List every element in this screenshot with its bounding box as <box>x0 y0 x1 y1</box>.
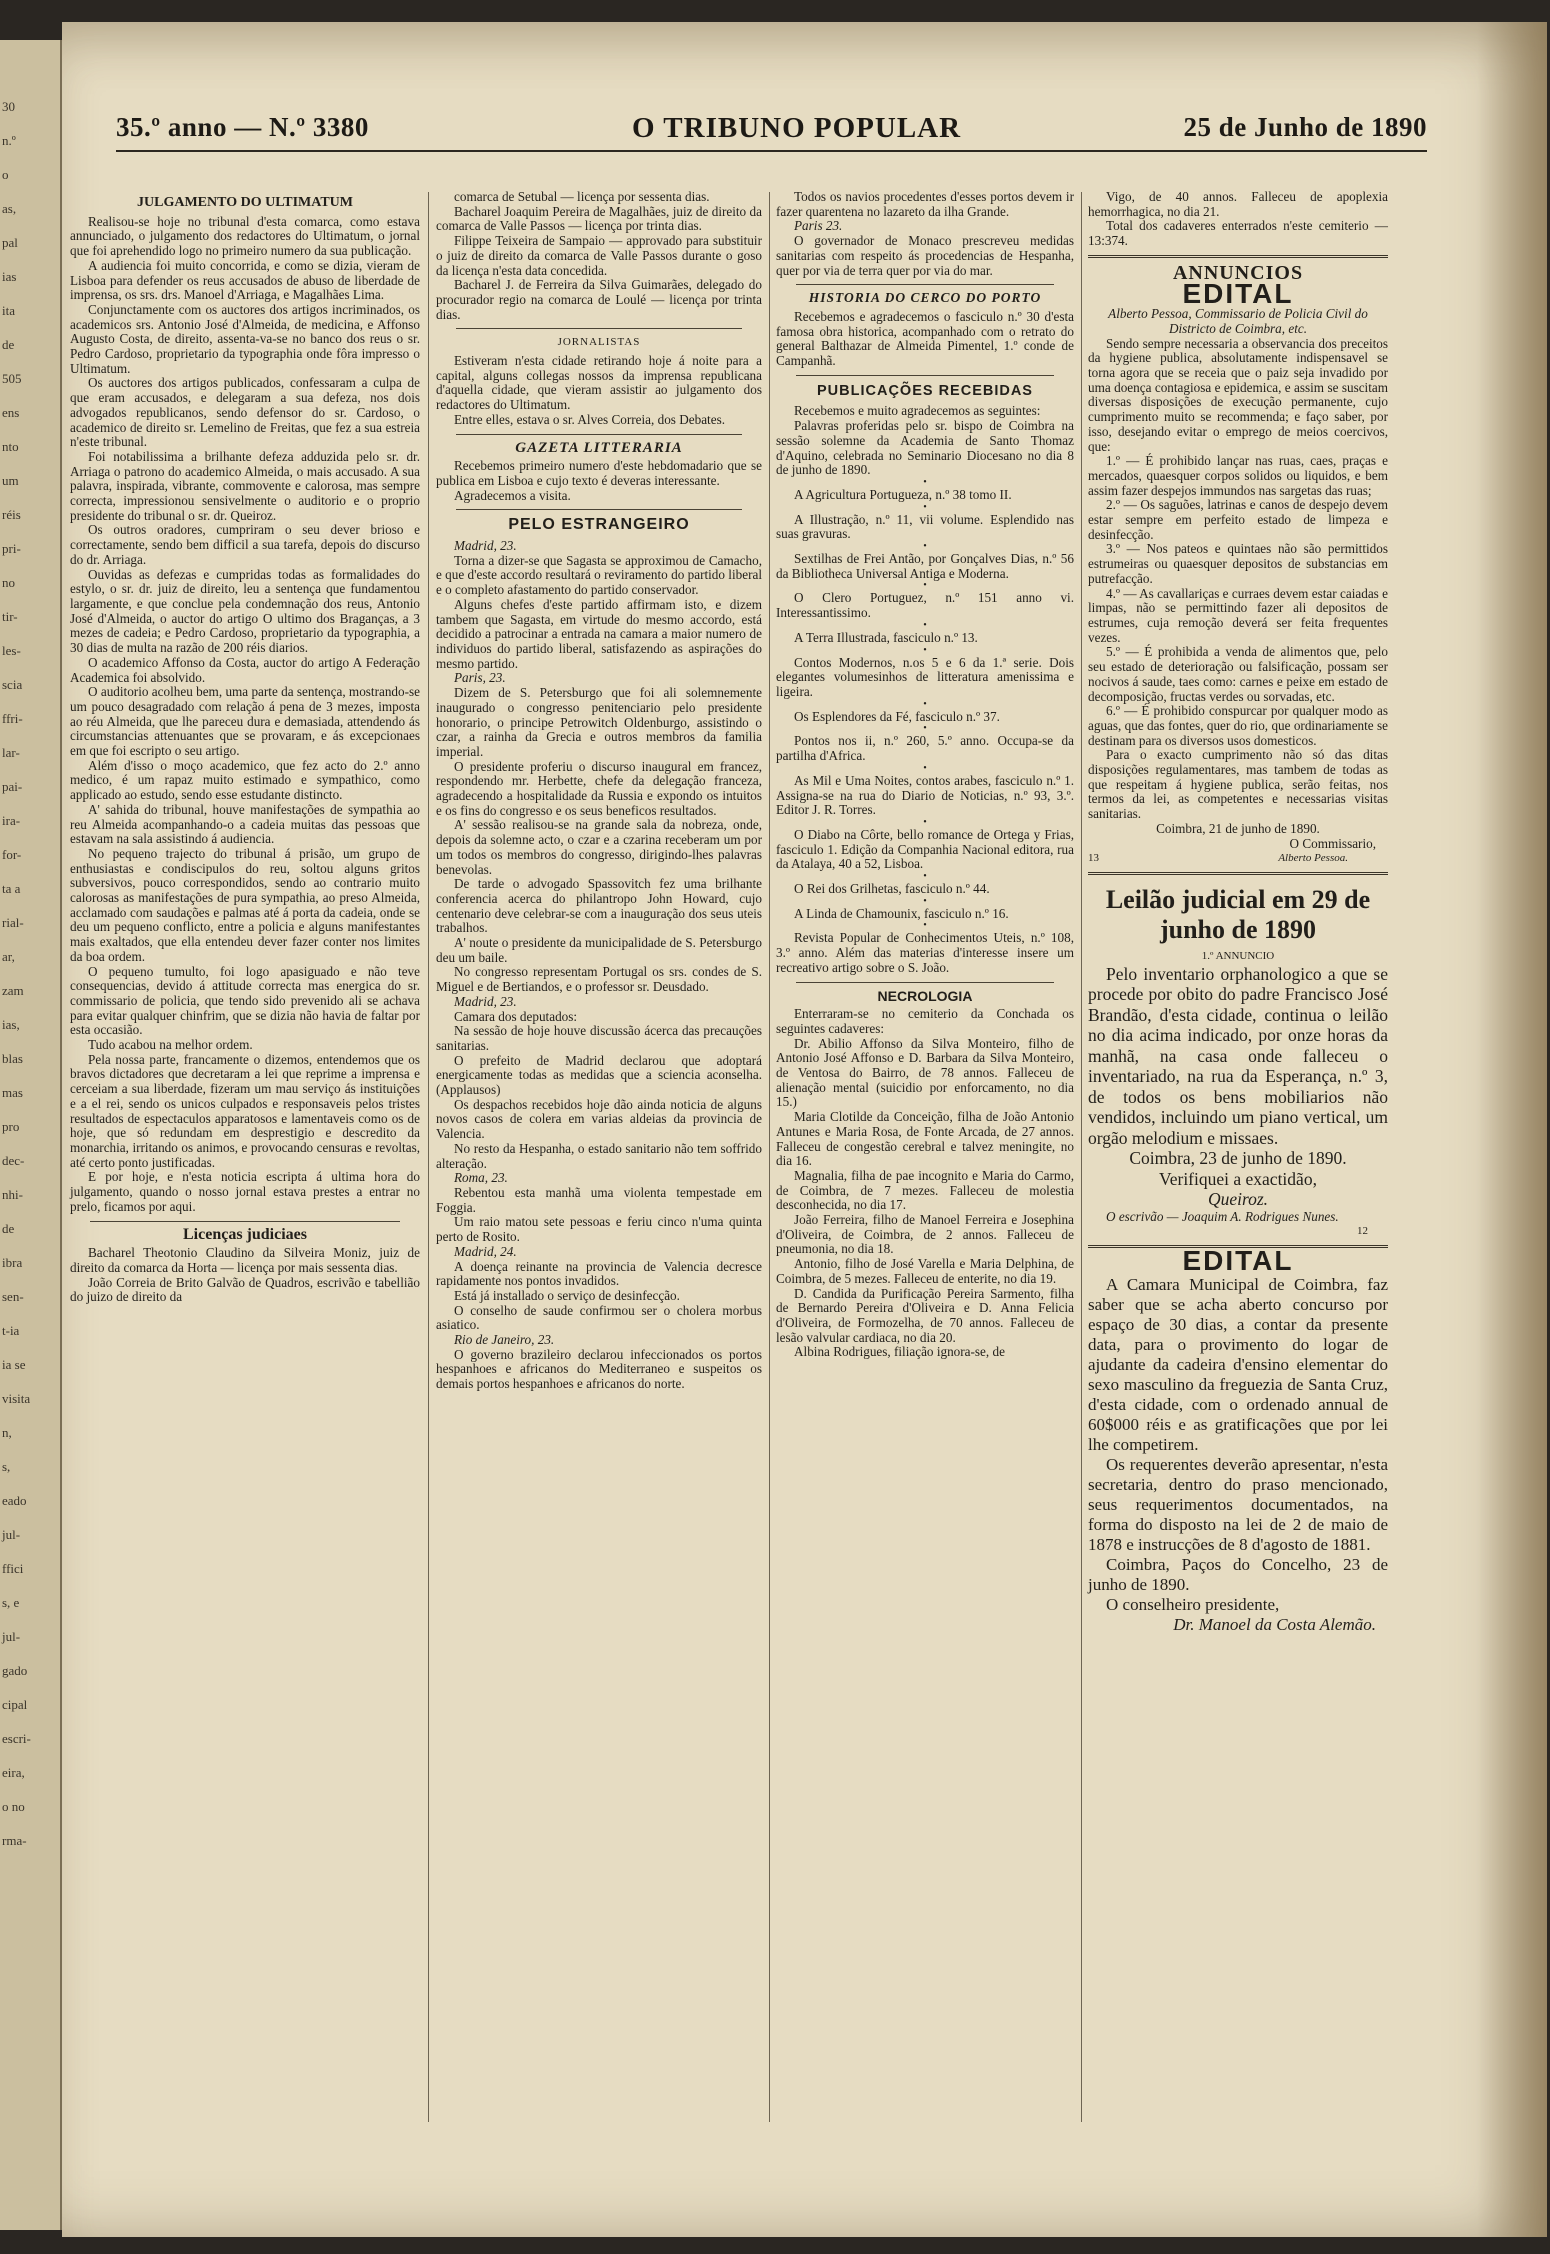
necrology-item: João Ferreira, filho de Manoel Ferreira e Josephina d'Oliveira, de Coimbra, de 2 annos. Falleceu de pneumonia, no dia 18. <box>776 1212 1074 1257</box>
rio-continued <box>776 190 1074 219</box>
licencas-article <box>70 1246 420 1305</box>
paragraph: A audiencia foi muito concorrida, e como se dizia, vieram de Lisboa para defender os reus accusados de abuso de liberdade de imprensa, os srs. drs. Manoel d'Arriaga, e Magalhães Lima. <box>70 257 420 303</box>
paragraph: O presidente proferiu o discurso inaugural em francez, respondendo mr. Herbette, chefe da delegação franceza, agradecendo a hospitalidade da Russia e expondo os intuitos e os fins do congresso e os seus beneficos resultados. <box>436 758 762 818</box>
prev-page-fragment: s, e <box>2 1595 20 1610</box>
paragraph: Vigo, de 40 annos. Falleceu de apoplexia hemorrhagica, no dia 21. <box>1088 189 1388 219</box>
paragraph: comarca de Setubal — licença por sessenta dias. <box>454 189 710 204</box>
newspaper-sheet <box>62 22 1547 2237</box>
paragraph: O governo brazileiro declarou infeccionados os portos hespanhoes e africanos do Mediterraneo e suspeitos os demais portos hespanhoes e africanos do norte. <box>436 1346 762 1392</box>
paragraph: Filippe Teixeira de Sampaio — approvado para substituir o juiz de direito da comarca de Valle Passos durante o goso da licença n'esta data concedida. <box>436 233 762 278</box>
paragraph: Sendo sempre necessaria a observancia dos preceitos da hygiene publica, absolutamente indispensavel se torna agora que se receia que o paiz seja invadido por uma doença contagiosa e epidemica, e assim se suscitam diversas disposições de execução permanente, cujo cumprimento muito se recommenda; e faço saber, por isso, desejando evitar o emprego de meios coercivos, que: <box>1088 335 1388 454</box>
heading-edital: EDITAL <box>1182 277 1294 309</box>
paragraph: Foi notabilissima a brilhante defeza adduzida pelo sr. dr. Arriaga o patrono do academico Almeida, o mais accusado. A sua palavra, inspirada, vibrante, commovente e calorosa, mas sempre correcta, impressionou sensivelmente o auditorio e o proprio presidente do tribunal o sr. dr. Queiroz. <box>70 448 420 523</box>
prev-page-fragment: eira, <box>2 1765 25 1780</box>
separator-dot: • <box>923 476 927 488</box>
prev-page-fragment: de <box>2 1221 15 1236</box>
column-1 <box>70 190 420 1305</box>
column-rule <box>1081 192 1082 2122</box>
paragraph: Todos os navios procedentes d'esses portos devem ir fazer quarentena no lazareto da ilha Grande. <box>776 189 1074 219</box>
paragraph: Camara dos deputados: <box>454 1008 578 1024</box>
necrology-list <box>776 1037 1074 1360</box>
paragraph: 3.º — Nos pateos e quintaes não são permittidos estrumeiras ou quaesquer depositos de substancias em putrefacção. <box>1088 541 1388 586</box>
paragraph: A' noute o presidente da municipalidade de S. Petersburgo deu um baile. <box>436 935 762 965</box>
separator-dot: • <box>923 619 927 631</box>
publication-item: Contos Modernos, n.os 5 e 6 da 1.ª serie. Dois elegantes volumesinhos de litteratura amenissima e ligeira. <box>776 654 1074 699</box>
necrology-item: Magnalia, filha de pae incognito e Maria do Carmo, de Coimbra, de 7 mezes. Falleceu de molestia desconhecida, no dia 17. <box>776 1167 1074 1213</box>
prev-page-fragment: mas <box>2 1085 23 1100</box>
prev-page-fragment: s, <box>2 1459 11 1474</box>
prev-page-fragment: n, <box>2 1425 12 1440</box>
heading-necrologia: NECROLOGIA <box>877 987 973 1004</box>
heading-edital-2: EDITAL <box>1182 1245 1294 1277</box>
column-3 <box>776 190 1074 1360</box>
prev-page-fragment: pri- <box>2 541 21 556</box>
prev-page-fragment: eado <box>2 1493 27 1508</box>
divider <box>1088 872 1388 875</box>
previous-page-edge <box>0 40 62 2230</box>
separator-dot: • <box>923 762 927 774</box>
paragraph: Os auctores dos artigos publicados, confessaram a culpa de que eram accusados, e delegaram a sua defeza, nos dois advogados republicanos, sendo defensor do sr. Cardoso, o academico de direito sr. Lemelino de Freitas, que fez a sua estreia n'este tribunal. <box>70 375 420 450</box>
divider <box>90 1221 400 1222</box>
dateline: Rio de Janeiro, 23. <box>454 1332 555 1348</box>
prev-page-fragment: pro <box>2 1119 20 1134</box>
paragraph: O prefeito de Madrid declarou que adoptará energicamente todas as medidas que a sciencia aconselha. (Applausos) <box>436 1052 762 1098</box>
paragraph: Os outros oradores, cumpriram o seu dever brioso e correctamente, sendo bem difficil a sua tarefa, depois do discurso do dr. Arriaga. <box>70 522 420 567</box>
divider <box>1088 255 1388 258</box>
masthead-title: O TRIBUNO POPULAR <box>632 112 962 144</box>
prev-page-fragment: ens <box>2 405 20 420</box>
prev-page-fragment: les- <box>2 643 21 658</box>
foreign-news <box>436 539 762 1392</box>
paragraph: Bacharel J. de Ferreira da Silva Guimarães, delegado do procurador regio na comarca de Loulé — licença por trinta dias. <box>436 277 762 322</box>
leilao-subheading: 1.º ANNUNCIO <box>1201 949 1275 962</box>
edital-issuer: Alberto Pessoa, Commissario de Policia Civil do Districto de Coimbra, etc. <box>1108 306 1368 336</box>
paragraph: Ouvidas as defezas e cumpridas todas as formalidades do estylo, o sr. dr. juiz de direito, leu a sentença que fundamentou largamente, e que conclue pela condemnação dos reus, Antonio José d'Almeida, o auctor do artigo O ultimo dos Braganças, a 3 mezes de cadeia; e Pedro Cardoso, proprietario da typographia, a 30 dias de multa na razão de 200 réis diarios. <box>70 566 420 656</box>
publication-item: O Diabo na Côrte, bello romance de Ortega y Frias, fasciculo 1. Edição da Companhia Nacional editora, rua da Atalaya, 40 a 52, Lisboa. <box>776 826 1074 872</box>
separator-dot: • <box>923 723 927 735</box>
ad-number: 13 <box>1088 852 1099 865</box>
paragraph: 2.º — Os saguões, latrinas e canos de despejo devem estar sempre em perfeito estado de limpeza e desinfecção. <box>1088 497 1388 542</box>
paragraph: A' sahida do tribunal, houve manifestações de sympathia ao reu Almeida acompanhando-o a cadeia muitas das pessoas que estavam na sala assistindo á audiencia. <box>70 801 420 847</box>
paragraph: Bacharel Joaquim Pereira de Magalhães, juiz de direito da comarca de Valle Passos — licença por trinta dias. <box>436 203 762 234</box>
prev-page-fragment: rial- <box>2 915 24 930</box>
prev-page-fragment: nhi- <box>2 1187 23 1202</box>
paragraph: Além d'isso o moço academico, que fez acto do 2.º anno medico, é um rapaz muito estimado e sympathico, como applicado ao estudo, sendo esse estudante distincto. <box>70 757 420 803</box>
prev-page-fragment: ta a <box>2 881 21 896</box>
prev-page-fragment: o <box>2 167 9 182</box>
divider <box>796 375 1054 376</box>
prev-page-fragment: réis <box>2 507 21 522</box>
issue-date: 25 de Junho de 1890 <box>1183 112 1427 142</box>
paragraph: Os requerentes deverão apresentar, n'esta secretaria, dentro do praso mencionado, seus requerimentos documentados, na forma do disposto na lei de 2 de maio de 1878 e instrucções de 8 d'agosto de 1881. <box>1088 1454 1388 1554</box>
paragraph: De tarde o advogado Spassovitch fez uma brilhante conferencia acerca do philantropo John Howard, cujo centenario deve celebrar-se com a inauguração dos seus uteis trabalhos. <box>436 876 762 936</box>
heading-julgamento: JULGAMENTO DO ULTIMATUM <box>137 195 353 210</box>
prev-page-fragment: ibra <box>2 1255 23 1270</box>
paragraph: 5.º — É prohibida a venda de alimentos que, pelo seu estado de deterioração ou falsificação, possam ser nocivos á saude, taes como: carnes e peixe em estado de decomposição, fructas verdes ou sorvadas, etc. <box>1088 644 1388 704</box>
publications-list <box>776 419 1074 975</box>
publication-item: As Mil e Uma Noites, contos arabes, fasciculo n.º 1. Assigna-se na rua do Diario de Noticias, n.º 93, 3.º. Editor J. R. Torres. <box>776 772 1074 818</box>
licencas-continued <box>436 190 762 322</box>
publication-item: Pontos nos ii, n.º 260, 5.º anno. Occupa-se da partilha d'Africa. <box>776 733 1074 764</box>
edital-camara <box>1088 1275 1388 1615</box>
publication-item: Palavras proferidas pelo sr. bispo de Coimbra na sessão solemne da Academia de Santo Thomaz d'Aquino, celebrada no Seminario Diocesano no dia 8 de junho de 1890. <box>776 418 1074 478</box>
paragraph: 1.º — É prohibido lançar nas ruas, caes, praças e mercados, quaesquer corpos solidos ou liquidos, e bem assim fazer despejos immundos nas sargetas das ruas; <box>1088 453 1388 498</box>
separator-dot: • <box>923 580 927 592</box>
paragraph: Bacharel Theotonio Claudino da Silveira Moniz, juiz de direito da comarca da Horta — licença por mais sessenta dias. <box>70 1245 420 1275</box>
prev-page-fragment: ia se <box>2 1357 26 1372</box>
edital-2-signature: Dr. Manoel da Costa Alemão. <box>1173 1614 1376 1634</box>
dateline: Paris 23. <box>794 218 843 234</box>
prev-page-fragment: ias, <box>2 1017 20 1032</box>
paragraph: A' sessão realisou-se na grande sala da nobreza, onde, depois da solemne acto, o czar e a czarina receberam um por um todos os membros do congresso, dirigindo-lhes palavras benevolas. <box>436 817 762 877</box>
paragraph: O conselho de saude confirmou ser o cholera morbus asiatico. <box>436 1302 762 1333</box>
publication-item: Revista Popular de Conhecimentos Uteis, n.º 108, 3.º anno. Além das materias d'interesse insere um recreativo artigo sobre o S. João. <box>776 930 1074 975</box>
prev-page-fragment: tir- <box>2 609 18 624</box>
paragraph: O auditorio acolheu bem, uma parte da sentença, mostrando-se um pouco desagradado com relação á pena de 3 mezes, imposta ao réu Almeida, que lhe pareceu dura e demasiada, attendendo ás circumstancias attenuantes que se provaram, e ás excepcionaes em que foi escripto o seu artigo. <box>70 684 420 759</box>
divider <box>456 509 742 510</box>
paragraph: Agradecemos a visita. <box>454 487 571 503</box>
prev-page-fragment: pal <box>2 235 18 250</box>
dateline: Roma, 23. <box>454 1170 508 1186</box>
issue-number: 35.º anno — N.º 3380 <box>116 112 369 142</box>
publication-item: A Illustração, n.º 11, vii volume. Esplendido nas suas gravuras. <box>776 511 1074 542</box>
dateline: Madrid, 23. <box>454 993 517 1009</box>
prev-page-fragment: lar- <box>2 745 20 760</box>
heading-licencas: Licenças judiciaes <box>183 1225 307 1243</box>
prev-page-fragment: gado <box>2 1663 28 1678</box>
signature-name: Alberto Pessoa. <box>1278 852 1348 865</box>
heading-pelo-estrangeiro: PELO ESTRANGEIRO <box>508 516 690 534</box>
dateline: Paris, 23. <box>454 670 506 686</box>
paragraph: 6.º — É prohibido conspurcar por qualquer modo as aguas, que das fontes, quer do rio, que ordinariamente se destinam para os diversos usos domesticos. <box>1088 703 1388 748</box>
paragraph: A Camara Municipal de Coimbra, faz saber que se acha aberto concurso por espaço de 30 dias, a contar da presente data, para o provimento do logar de ajudante da cadeira d'ensino elementar do sexo masculino da freguezia de Santa Cruz, d'esta cidade, com o ordenado annual de 60$000 réis e as gratificações que por lei lhe competirem. <box>1088 1274 1388 1454</box>
heading-annuncios: ANNUNCIOS <box>1172 261 1304 284</box>
paragraph: Recebemos e muito agradecemos as seguintes: <box>794 403 1041 419</box>
prev-page-fragment: jul- <box>2 1527 21 1542</box>
paragraph: Está já installado o serviço de desinfecção. <box>454 1287 680 1303</box>
publication-item: Sextilhas de Frei Antão, por Gonçalves Dias, n.º 56 da Bibliotheca Universal Antiga e Moderna. <box>776 551 1074 581</box>
separator-dot: • <box>923 698 927 710</box>
column-4 <box>1088 190 1388 1635</box>
paragraph: A doença reinante na provincia de Valencia decresce rapidamente nos pontos invadidos. <box>436 1258 762 1289</box>
prev-page-fragment: jul- <box>2 1629 21 1644</box>
heading-publicacoes: PUBLICAÇÕES RECEBIDAS <box>817 382 1033 399</box>
prev-page-fragment: ffici <box>2 1561 24 1576</box>
divider <box>796 284 1054 285</box>
leilao-date: Coimbra, 23 de junho de 1890. <box>1129 1148 1347 1169</box>
heading-historia: HISTORIA DO CERCO DO PORTO <box>808 290 1042 306</box>
prev-page-fragment: 505 <box>2 371 22 386</box>
leilao-signature: Queiroz. <box>1207 1189 1269 1210</box>
prev-page-fragment: blas <box>2 1051 23 1066</box>
prev-page-fragment: sen- <box>2 1289 24 1304</box>
prev-page-fragment: 30 <box>2 99 15 114</box>
column-rule <box>769 192 770 2122</box>
prev-page-fragment: pai- <box>2 779 23 794</box>
dateline: Madrid, 24. <box>454 1243 517 1259</box>
header-rule <box>116 150 1427 152</box>
paragraph: No resto da Hespanha, o estado sanitario não tem soffrido alteração. <box>436 1140 762 1171</box>
column-rule <box>428 192 429 2122</box>
paragraph: No congresso representam Portugal os srs. condes de S. Miguel e de Bertiandos, e o professor sr. Deusdado. <box>436 964 762 995</box>
paragraph: 4.º — As cavallariças e curraes devem estar caiadas e limpas, não se permittindo fazer ali depositos de estrumes, cuja remoção deverá ser feita frequentes vezes. <box>1088 585 1388 645</box>
necrology-item: Albina Rodrigues, filiação ignora-se, de <box>794 1344 1005 1360</box>
edital-date: Coimbra, 21 de junho de 1890. <box>1156 820 1320 836</box>
julgamento-article <box>70 215 420 1215</box>
prev-page-fragment: o no <box>2 1799 25 1814</box>
prev-page-fragment: escri- <box>2 1731 31 1746</box>
prev-page-fragment: ar, <box>2 949 15 964</box>
divider <box>456 434 742 435</box>
leilao-verified: Verifiquei a exactidão, <box>1159 1168 1317 1189</box>
prev-page-fragment: rma- <box>2 1833 27 1848</box>
paragraph: Dizem de S. Petersburgo que foi ali solemnemente inaugurado o congresso penitenciario pelo presidente honorario, o principe Petrowitch Oldenburgo, assistindo o czar, a rainha da Grecia e outros membros da familia imperial. <box>436 685 762 759</box>
paragraph: O conselheiro presidente, <box>1106 1594 1280 1614</box>
prev-page-fragment: ffri- <box>2 711 23 726</box>
paragraph: Realisou-se hoje no tribunal d'esta comarca, como estava annunciado, o julgamento dos redactores do Ultimatum, o jornal que foi aprehendido logo no primeiro numero da sua publicação. <box>70 213 420 259</box>
paragraph: Estiveram n'esta cidade retirando hoje á noite para a capital, alguns collegas nossos da imprensa republicana d'aquella cidade, que vieram assistir ao julgamento dos redactores do Ultimatum. <box>436 353 762 413</box>
necrology-item: D. Candida da Purificação Pereira Sarmento, filha de Bernardo Pereira d'Oliveira e D. Anna Felicia d'Oliveira, de Formozelha, de 70 annos. Falleceu de lesão valvular cardiaca, no dia 20. <box>776 1285 1074 1345</box>
leilao-clerk: O escrivão — Joaquim A. Rodrigues Nunes. <box>1106 1208 1339 1224</box>
signature-title: O Commissario, <box>1289 835 1376 851</box>
prev-page-fragment: dec- <box>2 1153 25 1168</box>
heading-jornalistas: JORNALISTAS <box>557 336 641 349</box>
necrology-item: Dr. Abilio Affonso da Silva Monteiro, filho de Antonio José Affonso e D. Barbara da Silva Monteiro, de Ventosa do Bairro, de 78 annos. Falleceu de alienação mental (suicidio por enforcamento, no dia 15.) <box>776 1035 1074 1110</box>
leilao-text: Pelo inventario orphanologico a que se procede por obito do padre Francisco José Brandão, d'esta cidade, continua o leilão no dia acima indicado, por onze horas da manhã, na casa onde falleceu o inventariado, na rua da Esperança, n.º 3, de todos os bens mobiliarios não vendidos, incluindo um piano vertical, um orgão melodium e missaes. <box>1088 963 1388 1148</box>
paragraph: Coimbra, Paços do Concelho, 23 de junho de 1890. <box>1088 1554 1388 1594</box>
prev-page-fragment: nto <box>2 439 19 454</box>
prev-page-fragment: as, <box>2 201 17 216</box>
publication-item: O Clero Portuguez, n.º 151 anno vi. Interessantissimo. <box>776 590 1074 621</box>
dateline: Madrid, 23. <box>454 538 517 554</box>
publication-item: A Terra Illustrada, fasciculo n.º 13. <box>794 629 978 645</box>
paragraph: João Correia de Brito Galvão de Quadros, escrivão e tabellião do juizo de direito da <box>70 1274 420 1305</box>
prev-page-fragment: t-ia <box>2 1323 20 1338</box>
paragraph: Recebemos primeiro numero d'este hebdomadario que se publica em Lisboa e cujo texto é deveras interessante. <box>436 458 762 488</box>
separator-dot: • <box>923 920 927 932</box>
prev-page-fragment: zam <box>2 983 24 998</box>
paragraph: Um raio matou sete pessoas e feriu cinco n'uma quinta perto de Rosito. <box>436 1214 762 1245</box>
paragraph: Para o exacto cumprimento não só das ditas disposições regulamentares, mas tambem de todas as que respeitam á hygiene publica, serão feitas, nos termos da lei, as competentes e necessarias visitas sanitarias. <box>1088 747 1388 822</box>
separator-dot: • <box>923 871 927 883</box>
necrology-item: Antonio, filho de José Varella e Maria Delphina, de Coimbra, de 5 mezes. Falleceu de enterite, no dia 19. <box>776 1256 1074 1286</box>
separator-dot: • <box>923 541 927 553</box>
separator-dot: • <box>923 816 927 828</box>
separator-dot: • <box>923 644 927 656</box>
divider <box>456 328 742 329</box>
heading-leilao: Leilão judicial em 29 de junho de 1890 <box>1105 884 1371 944</box>
paragraph: Entre elles, estava o sr. Alves Correia, dos Debates. <box>454 411 725 427</box>
paragraph: Rebentou esta manhã uma violenta tempestade em Foggia. <box>436 1185 762 1215</box>
prev-page-fragment: visita <box>2 1391 31 1406</box>
gazeta-article <box>436 459 762 503</box>
jornalistas-article <box>436 354 762 428</box>
paragraph: Torna a dizer-se que Sagasta se approximou de Camacho, e que d'este accordo resultará o reviramento do partido liberal e o completo afastamento do partido conservador. <box>436 552 762 598</box>
prev-page-fragment: um <box>2 473 19 488</box>
paragraph: E por hoje, e n'esta noticia escripta á ultima hora do julgamento, quando o nosso jornal estava prestes a entrar no prelo, ficamos por aqui. <box>70 1169 420 1214</box>
paragraph: Na sessão de hoje houve discussão ácerca das precauções sanitarias. <box>436 1023 762 1053</box>
paragraph: Os despachos recebidos hoje dão ainda noticia de alguns novos casos de colera em varias aldeias da provincia de Valencia. <box>436 1096 762 1142</box>
paragraph: O governador de Monaco prescreveu medidas sanitarias com respeito ás procedencias de Hespanha, quer por via de terra quer por via do mar. <box>776 233 1074 278</box>
paragraph: No pequeno trajecto do tribunal á prisão, um grupo de enthusiastas e condiscipulos do reu, soltou alguns gritos subversivos, pouco correspondidos, sendo ao contrario muito calorosas as manifestações de pura sympathia, ao preso Almeida, acclamado com saudações e palmas até á porta da cadeia, onde se deu um pequeno conflicto, entre a policia e alguns manifestantes mais exaltados, que ella entendeu dever fazer conter nos limites da boa ordem. <box>70 845 420 964</box>
publication-item: A Agricultura Portugueza, n.º 38 tomo II. <box>794 486 1012 502</box>
prev-page-fragment: de <box>2 337 15 352</box>
paragraph: Enterraram-se no cemiterio da Conchada os seguintes cadaveres: <box>776 1006 1074 1036</box>
paragraph: O pequeno tumulto, foi logo apasiguado e não teve consequencias, devido á attitude correcta mas energica do sr. commissario de policia, que tendo sido prevenido ali se achava para evitar qualquer chinfrim, que se dizia não havia de faltar por esta occasião. <box>70 963 420 1038</box>
heading-gazeta: GAZETA LITTERARIA <box>515 439 683 456</box>
divider <box>796 982 1054 983</box>
prev-page-fragment: scia <box>2 677 23 692</box>
column-2 <box>436 190 762 1392</box>
prev-page-fragment: ira- <box>2 813 21 828</box>
paragraph: Recebemos e agradecemos o fasciculo n.º 30 d'esta famosa obra historica, acompanhado com o retrato do general Balthazar de Almeida Pimentel, 1.º conde de Campanhã. <box>776 308 1074 369</box>
paragraph: O academico Affonso da Costa, auctor do artigo A Federação Academica foi absolvido. <box>70 654 420 685</box>
edital-policia <box>1088 337 1388 822</box>
prev-page-fragment: for- <box>2 847 22 862</box>
ad-number: 12 <box>1357 1225 1368 1238</box>
necrology-item: Maria Clotilde da Conceição, filha de João Antonio Antunes e Maria Rosa, de Fonte Arcada, de 27 annos. Falleceu de congestão cerebral e talvez meningite, no dia 16. <box>776 1109 1074 1169</box>
publication-item: O Rei dos Grilhetas, fasciculo n.º 44. <box>794 881 990 897</box>
paragraph: Tudo acabou na melhor ordem. <box>88 1037 253 1053</box>
prev-page-fragment: cipal <box>2 1697 28 1712</box>
prev-page-fragment: n.º <box>2 133 16 148</box>
prev-page-fragment: ita <box>2 303 15 318</box>
separator-dot: • <box>923 501 927 513</box>
prev-page-fragment: ias <box>2 269 17 284</box>
paragraph: Alguns chefes d'este partido affirmam isto, e dizem tambem que Sagasta, em virtude do mesmo accordo, está decidido a patrocinar a entrada na camara a maior numero de individuos do partido liberal, satisfazendo as aspirações do mesmo partido. <box>436 596 762 671</box>
paragraph: Total dos cadaveres enterrados n'este cemiterio — 13:374. <box>1088 218 1388 249</box>
publication-item: Os Esplendores da Fé, fasciculo n.º 37. <box>794 708 1000 724</box>
paragraph: Conjunctamente com os auctores dos artigos incriminados, os academicos srs. Antonio José d'Almeida, de medicina, e Affonso Augusto Costa, de direito, assenta-va-se no banco dos reus o sr. Pedro Cardoso, proprietario da typographia onde fôra impresso o Ultimatum. <box>70 301 420 376</box>
paragraph: Pela nossa parte, francamente o dizemos, entendemos que os bravos dictadores que decretaram a lei que reprime a imprensa e cerceiam a sua liberdade, fizeram um mau serviço ás instituições e a el rei, sendo os unicos culpados e responsaveis pelos tristes resultados de espectaculos apparatosos e lamentaveis como os de hoje, que só redundam em desprestigio e descredito da monarchia, irritando os animos, e provocando censuras e revoltas, até certo ponto justificadas. <box>70 1051 420 1170</box>
necrology-continued <box>1088 190 1388 249</box>
separator-dot: • <box>923 895 927 907</box>
publication-item: A Linda de Chamounix, fasciculo n.º 16. <box>794 905 1009 921</box>
prev-page-fragment: no <box>2 575 15 590</box>
